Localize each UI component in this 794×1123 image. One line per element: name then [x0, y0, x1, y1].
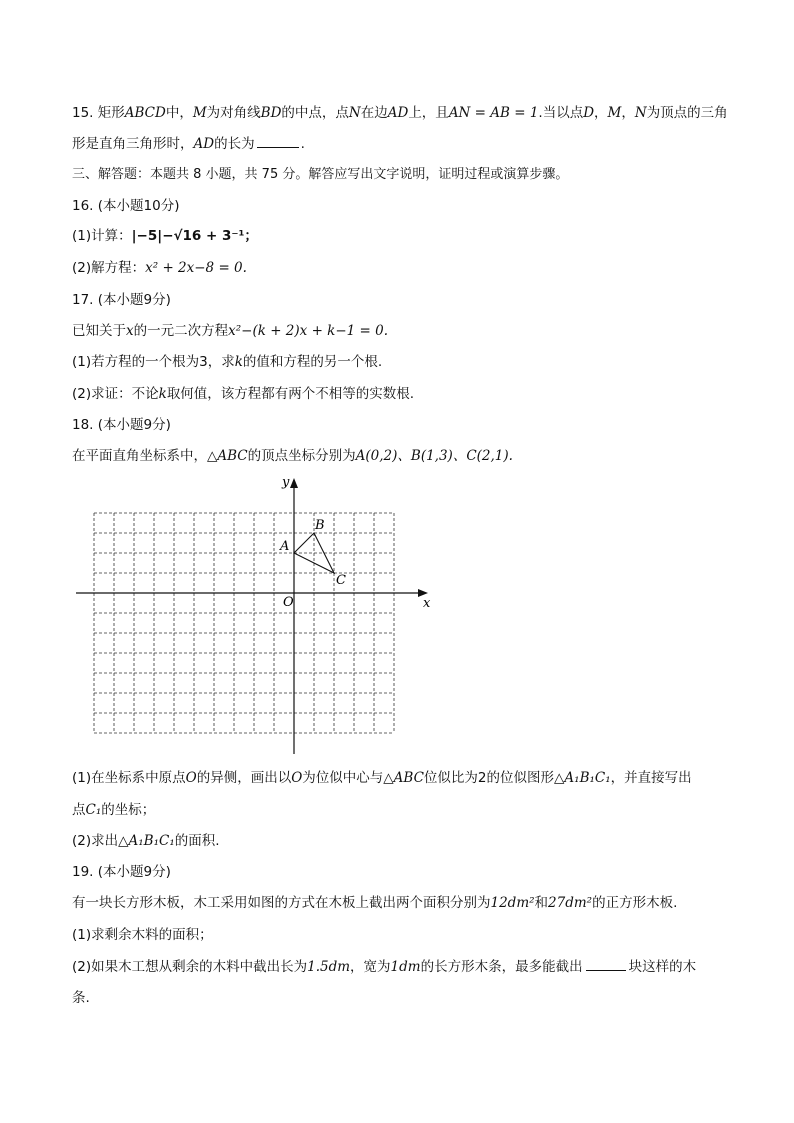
math-width: 1dm [390, 959, 421, 975]
text: 的坐标； [101, 802, 156, 818]
q16-title: 16. (本小题10分) [72, 198, 180, 214]
origin-label: O [283, 595, 294, 610]
text: 为顶点的三角 [646, 105, 728, 121]
q17-stem [72, 321, 388, 341]
text: (2)如果木工想从剩余的木料中截出长为 [72, 959, 308, 975]
math-x: x [126, 323, 134, 339]
text: 和 [534, 895, 549, 911]
text: (1)若方程的一个根为3，求 [72, 354, 235, 370]
text: 15. 矩形 [72, 105, 125, 121]
coordinate-grid-figure [72, 474, 432, 759]
answer-blank [586, 956, 626, 971]
math-ad: AD [193, 136, 215, 152]
text: 的正方形木板. [592, 895, 678, 911]
q15-line2 [72, 133, 305, 154]
math-expr: x² + 2x−8 = 0. [145, 260, 247, 276]
math-area1: 12dm² [490, 895, 535, 911]
q18-title: 18. (本小题9分) [72, 417, 171, 433]
text: 的一元二次方程 [133, 323, 229, 339]
grid-lines [94, 513, 394, 733]
text: 上，且 [408, 105, 449, 121]
q18-part1-line2 [72, 800, 155, 820]
text: ，并直接写出 [610, 770, 692, 786]
math-bd: BD [260, 105, 282, 121]
q17-part1 [72, 352, 382, 372]
math-eq: AN = AB = 1 [448, 105, 539, 121]
text: 的长为 [214, 136, 255, 152]
point-c-label: C [336, 573, 346, 588]
text: 的顶点坐标分别为 [247, 448, 356, 464]
text: ，宽为 [350, 959, 391, 975]
q18-part2 [72, 831, 220, 851]
text: 已知关于 [72, 323, 126, 339]
math-eq: x²−(k + 2)x + k−1 = 0. [228, 323, 389, 339]
text: 的面积. [174, 833, 220, 849]
text: 为位似中心与△ [302, 770, 394, 786]
math-k: k [158, 386, 167, 402]
text: (2)求出△ [72, 833, 129, 849]
q18-part1-line1 [72, 768, 692, 788]
math-m: M [607, 105, 622, 121]
math-n: N [348, 105, 361, 121]
text: (1)在坐标系中原点 [72, 770, 186, 786]
text: 中， [165, 105, 193, 121]
math-c1: C₁ [85, 802, 102, 818]
text: 在平面直角坐标系中，△ [72, 448, 218, 464]
math-coords: A(0,2)、B(1,3)、C(2,1). [355, 448, 513, 464]
q17-part2 [72, 384, 414, 404]
math-a1b1c1: A₁B₁C₁ [128, 833, 175, 849]
text: .当以点 [538, 105, 584, 121]
q19-part2-line1 [72, 956, 696, 977]
math-a1b1c1: A₁B₁C₁ [564, 770, 611, 786]
text: 的长方形木条，最多能截出 [420, 959, 583, 975]
y-axis-arrow [290, 478, 298, 488]
math-o: O [185, 770, 197, 786]
math-abc: ABC [393, 770, 424, 786]
q19-stem [72, 893, 677, 913]
text: 的值和方程的另一个根. [242, 354, 383, 370]
q16-part2 [72, 258, 247, 278]
text: 为对角线 [206, 105, 261, 121]
q19-part1: (1)求剩余木料的面积； [72, 927, 213, 943]
text: 有一块长方形木板，木工采用如图的方式在木板上截出两个面积分别为 [72, 895, 491, 911]
math-abcd: ABCD [124, 105, 166, 121]
text: 取何值，该方程都有两个不相等的实数根. [166, 386, 415, 402]
math-d: D [583, 105, 595, 121]
text: 形是直角三角形时， [72, 136, 194, 152]
point-a-label: A [280, 539, 290, 554]
math-m: M [192, 105, 207, 121]
q18-stem [72, 446, 513, 466]
text: 点 [72, 802, 86, 818]
math-expr: |−5|−√16 + 3⁻¹； [131, 228, 258, 244]
text: 在边 [360, 105, 388, 121]
math-area2: 27dm² [548, 895, 593, 911]
text: (1)计算： [72, 228, 132, 244]
text: 块这样的木 [628, 959, 697, 975]
section-header: 三、解答题：本题共 8 小题，共 75 分。解答应写出文字说明，证明过程或演算步骤。 [72, 167, 569, 182]
text: 的中点，点 [281, 105, 349, 121]
q19-title: 19. (本小题9分) [72, 864, 171, 880]
math-ad: AD [387, 105, 409, 121]
point-b-label: B [315, 518, 325, 533]
x-axis-label: x [423, 596, 431, 611]
math-abc: ABC [217, 448, 248, 464]
q16-part1 [72, 226, 258, 246]
math-n: N [634, 105, 647, 121]
text: . [300, 136, 305, 152]
q15-line1: 15. 矩形ABCD中，M为对角线BD的中点，点N在边AD上，且AN = AB = 1.当以点D，M，N为顶点的三角 [72, 105, 728, 121]
q17-title: 17. (本小题9分) [72, 292, 171, 308]
text: 的异侧，画出以 [196, 770, 292, 786]
math-o: O [291, 770, 303, 786]
text: (2)解方程： [72, 260, 146, 276]
text: (2)求证：不论 [72, 386, 159, 402]
math-length: 1.5dm [307, 959, 351, 975]
answer-blank [257, 133, 299, 148]
y-axis-label: y [282, 475, 290, 490]
q19-part2-line2: 条. [72, 990, 90, 1006]
math-k: k [234, 354, 243, 370]
text: 位似比为2的位似图形△ [423, 770, 565, 786]
